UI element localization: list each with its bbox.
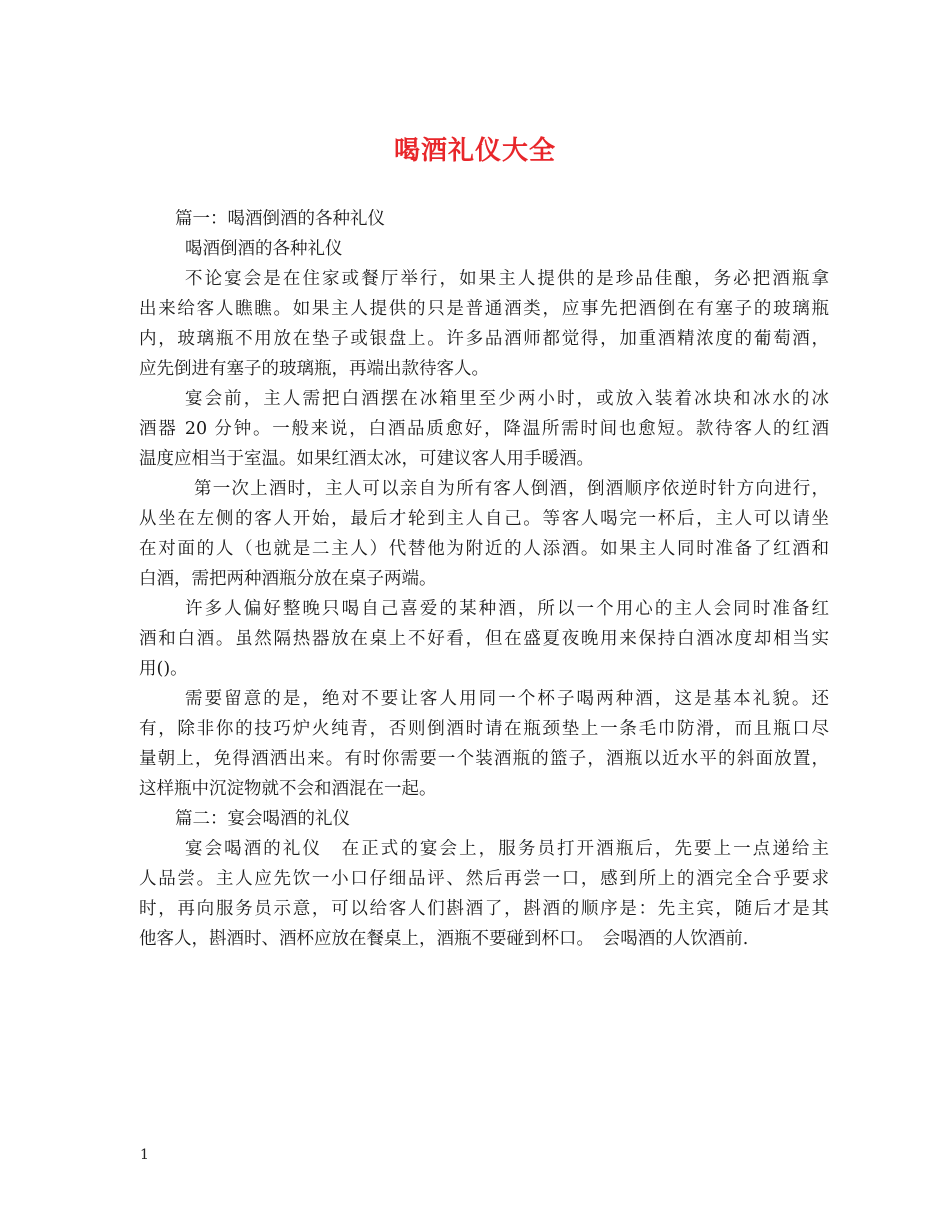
- text-line: 时，再向服务员示意，可以给客人们斟酒了，斟酒的顺序是：先主宾，随后才是其: [139, 899, 829, 919]
- text-line: 内，玻璃瓶不用放在垫子或银盘上。许多品酒师都觉得，加重酒精浓度的葡萄酒，: [139, 329, 829, 349]
- text-line: 白酒，需把两种酒瓶分放在桌子两端。: [139, 569, 437, 589]
- text-line: 从坐在左侧的客人开始，最后才轮到主人自己。等客人喝完一杯后，主人可以请坐: [139, 509, 829, 529]
- text-line: 人品尝。主人应先饮一小口仔细品评、然后再尝一口，感到所上的酒完全合乎要求: [139, 869, 829, 889]
- text-line: 温度应相当于室温。如果红酒太冰，可建议客人用手暖酒。: [139, 449, 594, 469]
- document-body: [139, 204, 829, 954]
- text-line: 需要留意的是，绝对不要让客人用同一个杯子喝两种酒，这是基本礼貌。还: [185, 689, 829, 709]
- text-line: 这样瓶中沉淀物就不会和酒混在一起。: [139, 779, 437, 799]
- section-heading: 篇二：宴会喝酒的礼仪: [175, 809, 350, 829]
- text-line: 酒和白酒。虽然隔热器放在桌上不好看，但在盛夏夜晚用来保持白酒冰度却相当实: [139, 629, 829, 649]
- text-line: 出来给客人瞧瞧。如果主人提供的只是普通酒类，应事先把酒倒在有塞子的玻璃瓶: [139, 299, 829, 319]
- text-line: 量朝上，免得酒洒出来。有时你需要一个装酒瓶的篮子，酒瓶以近水平的斜面放置，: [139, 749, 829, 769]
- document-title: 喝酒礼仪大全: [393, 136, 556, 166]
- text-line: 有，除非你的技巧炉火纯青，否则倒酒时请在瓶颈垫上一条毛巾防滑，而且瓶口尽: [139, 719, 829, 739]
- text-line: 宴会前，主人需把白酒摆在冰箱里至少两小时，或放入装着冰块和冰水的冰: [185, 389, 829, 409]
- page-number: 1: [140, 1147, 149, 1163]
- text-line: 宴会喝酒的礼仪 在正式的宴会上，服务员打开酒瓶后，先要上一点递给主: [185, 839, 829, 859]
- text-line: 他客人，斟酒时、酒杯应放在餐桌上，酒瓶不要碰到杯口。 会喝酒的人饮酒前.: [139, 929, 749, 949]
- paragraph-heading: 喝酒倒酒的各种礼仪: [185, 239, 343, 259]
- text-line: 许多人偏好整晚只喝自己喜爱的某种酒，所以一个用心的主人会同时准备红: [185, 599, 829, 619]
- text-line: 应先倒进有塞子的玻璃瓶，再端出款待客人。: [139, 359, 489, 379]
- section-heading: 篇一：喝酒倒酒的各种礼仪: [175, 209, 385, 229]
- text-line: 在对面的人（也就是二主人）代替他为附近的人添酒。如果主人同时准备了红酒和: [139, 539, 829, 559]
- text-line: 酒器 20 分钟。一般来说，白酒品质愈好，降温所需时间也愈短。款待客人的红酒: [139, 419, 829, 439]
- text-line: 用()。: [139, 659, 188, 679]
- text-line: 第一次上酒时，主人可以亲自为所有客人倒酒，倒酒顺序依逆时针方向进行，: [194, 479, 829, 499]
- text-line: 不论宴会是在住家或餐厅举行，如果主人提供的是珍品佳酿，务必把酒瓶拿: [185, 269, 829, 289]
